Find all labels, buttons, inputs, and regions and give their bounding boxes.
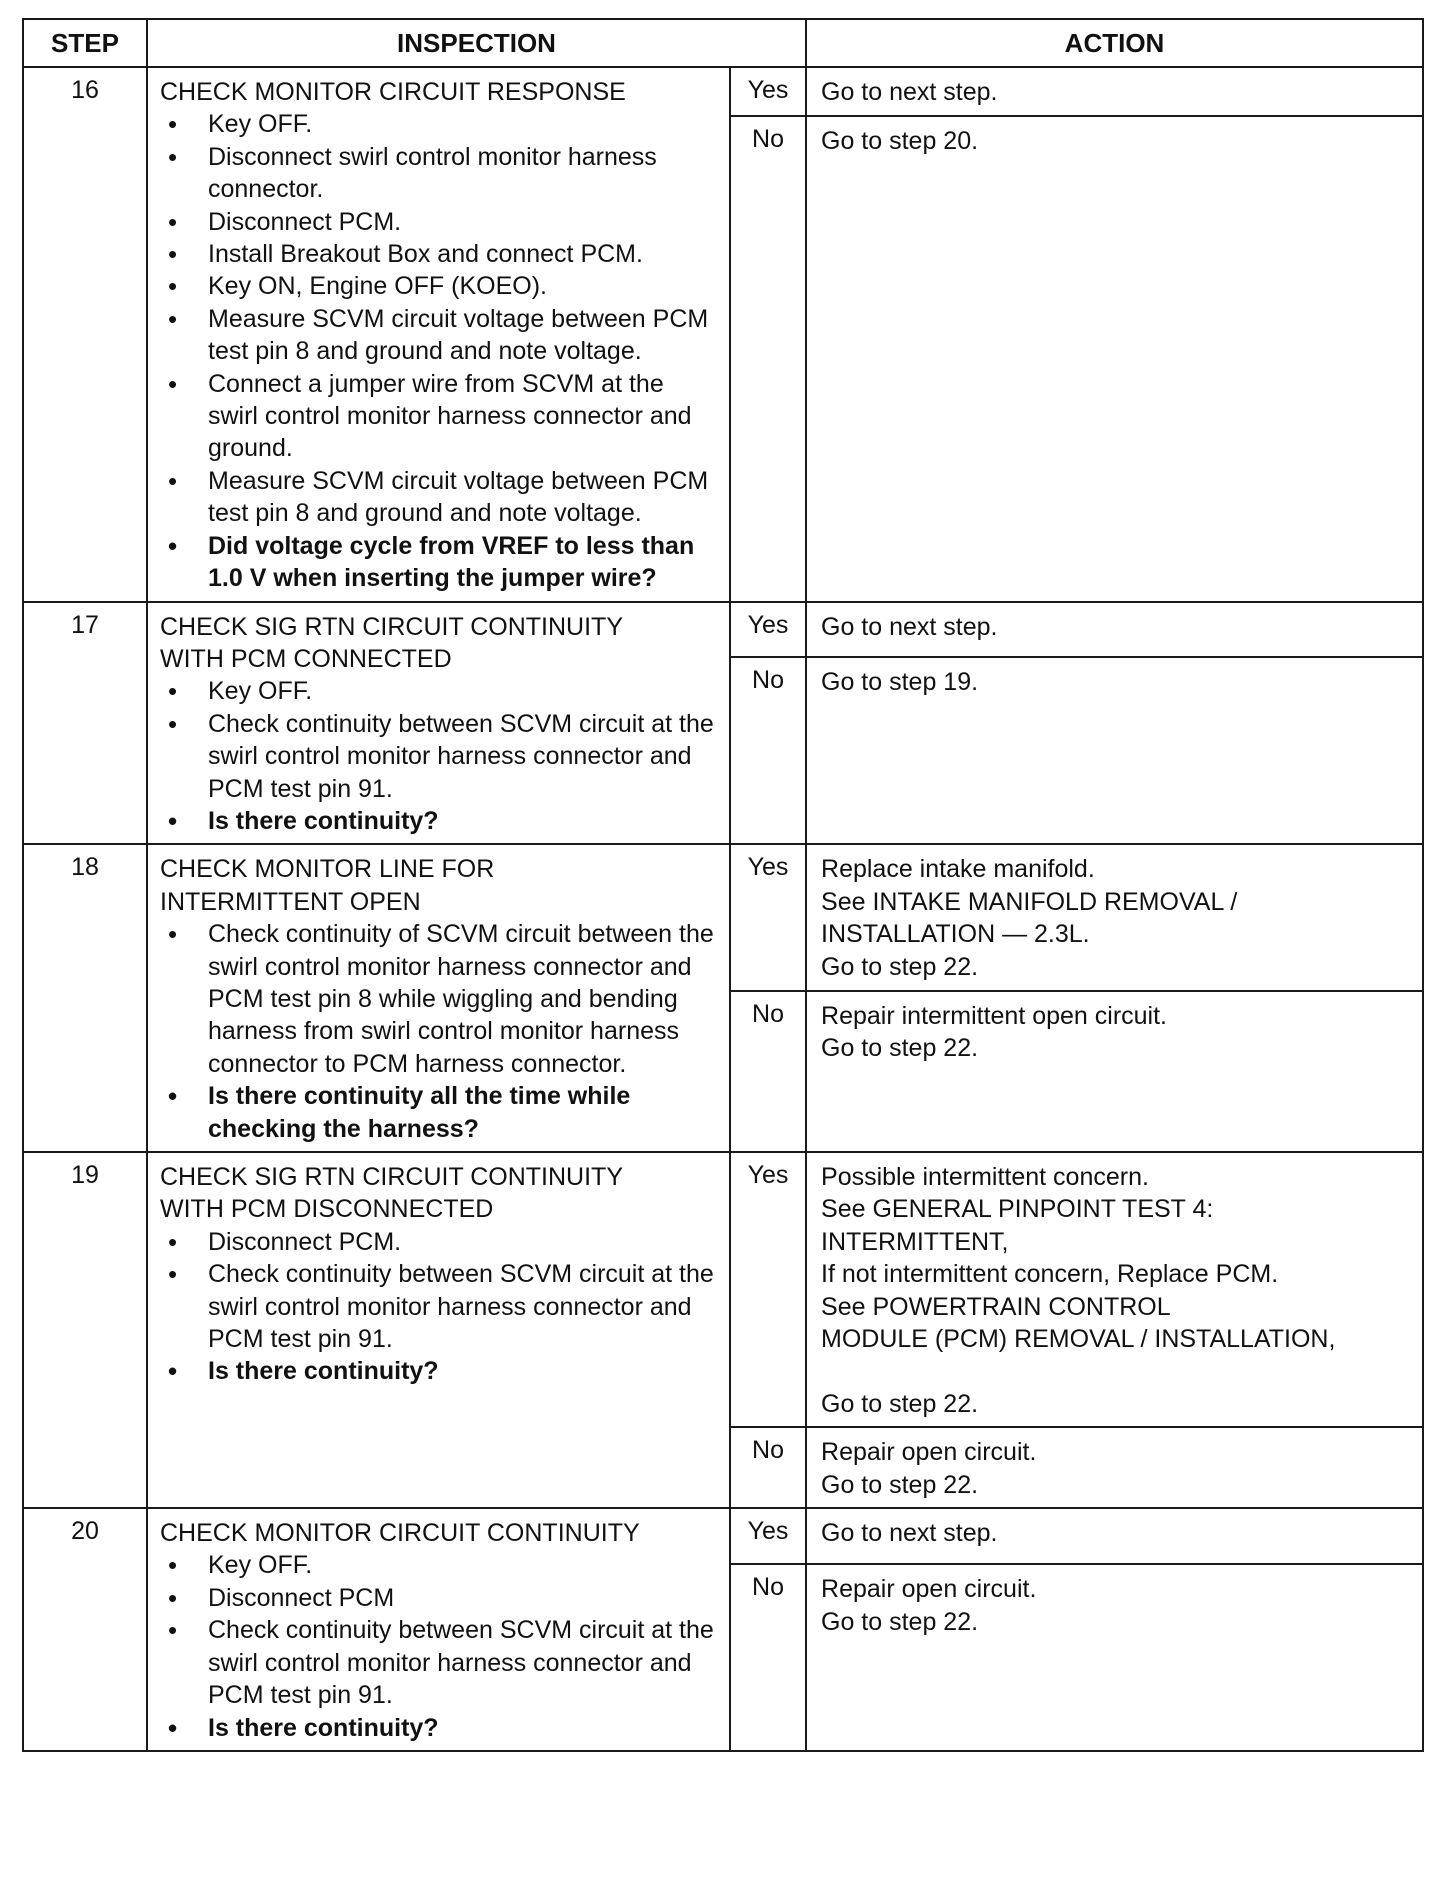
diagnostic-table-page xyxy=(22,18,1422,1752)
no-label: No xyxy=(730,657,806,844)
inspection-steps xyxy=(160,108,719,594)
inspection-title: CHECK MONITOR CIRCUIT CONTINUITY xyxy=(160,1519,640,1548)
inspection-bullet: • Key OFF. xyxy=(160,675,719,707)
no-label: No xyxy=(730,1564,806,1750)
inspection-title: CHECK SIG RTN CIRCUIT CONTINUITY WITH PCM DISCONNECTED xyxy=(160,1163,623,1224)
inspection-bullet: • Check continuity of SCVM circuit between the swirl control monitor harness connector and PCM test pin 8 while wiggling and bending harness from swirl control monitor harness connector to PCM harness connector. xyxy=(160,918,719,1080)
inspection-title: CHECK SIG RTN CIRCUIT CONTINUITY WITH PCM CONNECTED xyxy=(160,612,623,673)
inspection-bullet: • Connect a jumper wire from SCVM at the swirl control monitor harness connector and ground. xyxy=(160,368,719,465)
inspection-bullet: • Measure SCVM circuit voltage between PCM test pin 8 and ground and note voltage. xyxy=(160,465,719,530)
inspection-steps xyxy=(160,1549,719,1743)
no-action: Repair open circuit. Go to step 22. xyxy=(806,1427,1423,1508)
table-row xyxy=(23,844,1423,991)
yes-label: Yes xyxy=(730,844,806,991)
yes-action: Possible intermittent concern. See GENERAL PINPOINT TEST 4: INTERMITTENT, If not intermittent concern, Replace PCM. See POWERTRAIN CONTROL MODULE (PCM) REMOVAL / INSTALLATION, Go to step 22. xyxy=(806,1152,1423,1427)
table-header-row xyxy=(23,19,1423,67)
inspection-bullet: • Disconnect PCM xyxy=(160,1582,719,1614)
inspection-bullet: • Key ON, Engine OFF (KOEO). xyxy=(160,270,719,302)
pinpoint-test-table xyxy=(22,18,1424,1752)
step-number: 16 xyxy=(23,67,147,602)
inspection-cell xyxy=(147,67,730,602)
inspection-title: CHECK MONITOR LINE FOR INTERMITTENT OPEN xyxy=(160,855,495,916)
no-label: No xyxy=(730,1427,806,1508)
inspection-cell xyxy=(147,1508,730,1751)
yes-label: Yes xyxy=(730,1152,806,1427)
inspection-steps xyxy=(160,675,719,837)
header-step: STEP xyxy=(23,19,147,67)
table-row xyxy=(23,1152,1423,1427)
yes-action: Go to next step. xyxy=(806,67,1423,116)
no-action: Repair intermittent open circuit. Go to step 22. xyxy=(806,991,1423,1152)
inspection-question: • Is there continuity? xyxy=(160,805,719,837)
table-row xyxy=(23,1508,1423,1564)
yes-label: Yes xyxy=(730,67,806,116)
table-row xyxy=(23,602,1423,658)
inspection-title: CHECK MONITOR CIRCUIT RESPONSE xyxy=(160,78,626,106)
yes-label: Yes xyxy=(730,602,806,658)
inspection-question: • Is there continuity all the time while checking the harness? xyxy=(160,1080,719,1145)
no-action: Repair open circuit. Go to step 22. xyxy=(806,1564,1423,1750)
no-action: Go to step 20. xyxy=(806,116,1423,602)
yes-action: Go to next step. xyxy=(806,602,1423,658)
inspection-bullet: • Install Breakout Box and connect PCM. xyxy=(160,238,719,270)
inspection-bullet: • Key OFF. xyxy=(160,108,719,140)
inspection-cell xyxy=(147,602,730,845)
inspection-bullet: • Disconnect PCM. xyxy=(160,1226,719,1258)
inspection-steps xyxy=(160,918,719,1145)
yes-action: Replace intake manifold. See INTAKE MANIFOLD REMOVAL / INSTALLATION — 2.3L. Go to step 22. xyxy=(806,844,1423,991)
yes-label: Yes xyxy=(730,1508,806,1564)
inspection-bullet: • Key OFF. xyxy=(160,1549,719,1581)
inspection-bullet: • Check continuity between SCVM circuit at the swirl control monitor harness connector and PCM test pin 91. xyxy=(160,1258,719,1355)
inspection-question: • Is there continuity? xyxy=(160,1355,719,1387)
inspection-bullet: • Disconnect PCM. xyxy=(160,206,719,238)
yes-action: Go to next step. xyxy=(806,1508,1423,1564)
no-label: No xyxy=(730,116,806,602)
inspection-question: • Is there continuity? xyxy=(160,1712,719,1744)
table-row xyxy=(23,67,1423,116)
inspection-bullet: • Disconnect swirl control monitor harness connector. xyxy=(160,141,719,206)
inspection-bullet: • Measure SCVM circuit voltage between PCM test pin 8 and ground and note voltage. xyxy=(160,303,719,368)
inspection-bullet: • Check continuity between SCVM circuit at the swirl control monitor harness connector and PCM test pin 91. xyxy=(160,1614,719,1711)
inspection-cell xyxy=(147,844,730,1152)
inspection-cell xyxy=(147,1152,730,1508)
step-number: 17 xyxy=(23,602,147,845)
no-label: No xyxy=(730,991,806,1152)
no-action: Go to step 19. xyxy=(806,657,1423,844)
header-action: ACTION xyxy=(806,19,1423,67)
step-number: 18 xyxy=(23,844,147,1152)
step-number: 20 xyxy=(23,1508,147,1751)
header-inspection: INSPECTION xyxy=(147,19,806,67)
inspection-steps xyxy=(160,1226,719,1388)
inspection-question: • Did voltage cycle from VREF to less than 1.0 V when inserting the jumper wire? xyxy=(160,530,719,595)
step-number: 19 xyxy=(23,1152,147,1508)
inspection-bullet: • Check continuity between SCVM circuit at the swirl control monitor harness connector and PCM test pin 91. xyxy=(160,708,719,805)
